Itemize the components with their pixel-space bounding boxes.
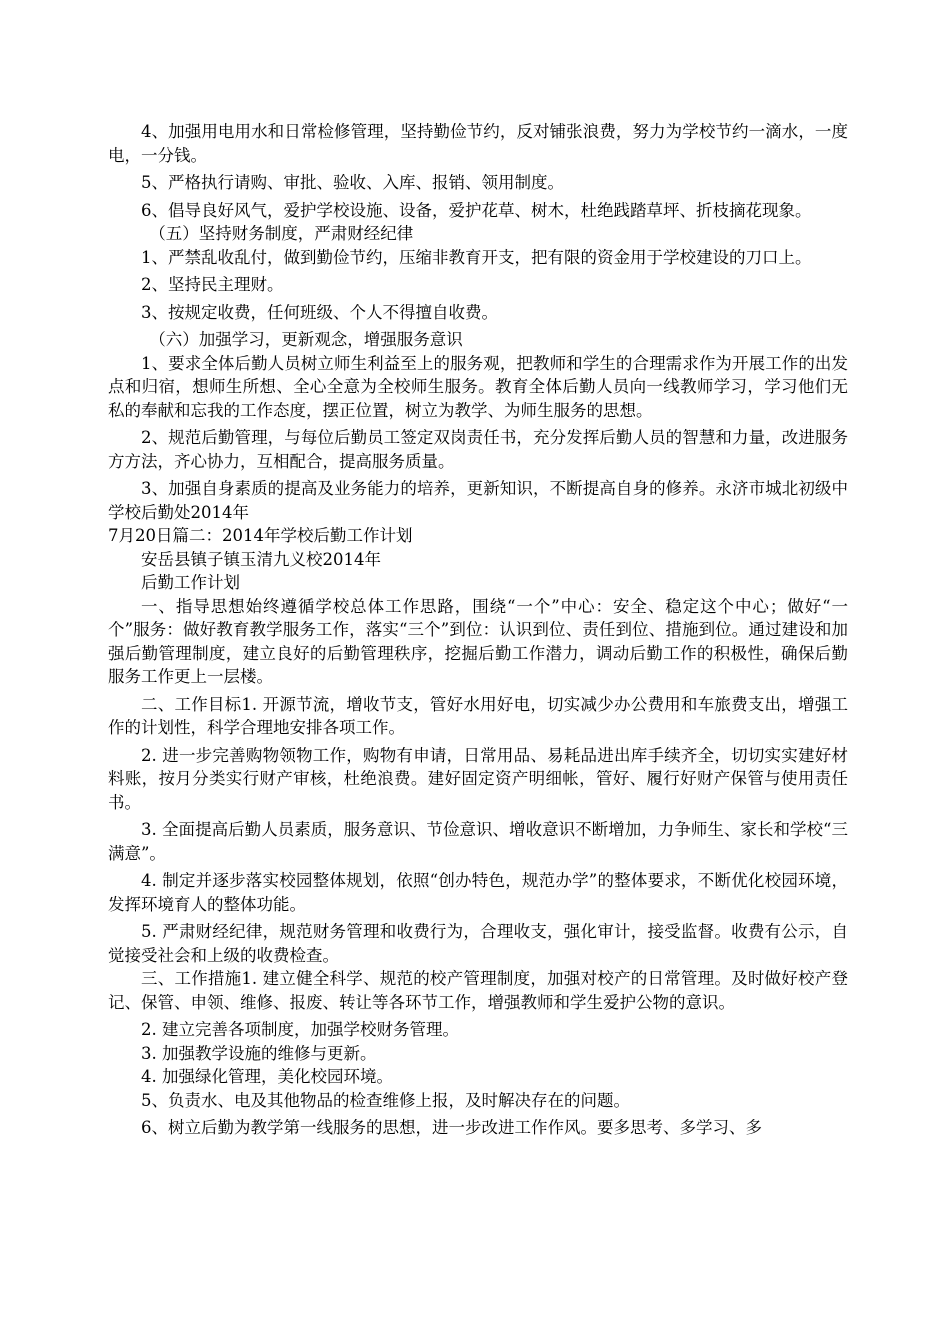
document-school-name: 安岳县镇子镇玉清九义校2014年 [141, 549, 381, 569]
paragraph-measure-1: 三、工作措施1. 建立健全科学、规范的校产管理制度，加强对校产的日常管理。及时做好校产登记、保管、申领、维修、报废、转让等各环节工作，增强教师和学生爱护公物的意识。 [108, 969, 848, 1012]
paragraph-measure-2: 2. 建立完善各项制度，加强学校财务管理。 [141, 1020, 459, 1039]
section-heading-finance: （五）坚持财务制度，严肃财经纪律 [149, 224, 414, 243]
paragraph-finance-2: 2、坚持民主理财。 [141, 275, 284, 294]
paragraph-goal-1: 二、工作目标1. 开源节流，增收节支，管好水用好电，切实减少办公费用和车旅费支出，增强工作的计划性，科学合理地安排各项工作。 [108, 694, 848, 737]
paragraph-measure-4: 4. 加强绿化管理，美化校园环境。 [141, 1067, 393, 1086]
document-page [108, 120, 848, 1140]
paragraph-study-1: 1、要求全体后勤人员树立师生利益至上的服务观，把教师和学生的合理需求作为开展工作的出发点和归宿，想师生所想、全心全意为全校师生服务。教育全体后勤人员向一线教师学习，学习他们无私的奉献和忘我的工作态度，摆正位置，树立为教学、为师生服务的思想。 [108, 353, 848, 420]
paragraph-finance-3: 3、按规定收费，任何班级、个人不得擅自收费。 [141, 302, 498, 322]
document-title: 后勤工作计划 [141, 573, 240, 592]
paragraph-goal-5: 5. 严肃财经纪律，规范财务管理和收费行为，合理收支，强化审计，接受监督。收费有公示，自觉接受社会和上级的收费检查。 [108, 922, 848, 965]
paragraph-study-2: 2、规范后勤管理，与每位后勤员工签定双岗责任书，充分发挥后勤人员的智慧和力量，改进服务方方法，齐心协力，互相配合，提高服务质量。 [108, 428, 848, 471]
section-heading-study: （六）加强学习，更新观念，增强服务意识 [149, 330, 463, 349]
paragraph-finance-1: 1、严禁乱收乱付，做到勤俭节约，压缩非教育开支，把有限的资金用于学校建设的刀口上。 [141, 247, 812, 267]
paragraph-study-3: 3、加强自身素质的提高及业务能力的培养，更新知识，不断提高自身的修养。永济市城北初级中学校后勤处2014年 [108, 479, 848, 522]
paragraph-measure-6: 6、树立后勤为教学第一线服务的思想，进一步改进工作作风。要多思考、多学习、多 [141, 1118, 762, 1137]
paragraph-item-6-campus-care: 6、倡导良好风气，爱护学校设施、设备，爱护花草、树木，杜绝践踏草坪、折枝摘花现象。 [141, 200, 812, 220]
paragraph-goal-2: 2. 进一步完善购物领物工作，购物有申请，日常用品、易耗品进出库手续齐全，切切实实建好材料账，按月分类实行财产审核，杜绝浪费。建好固定资产明细帐，管好、履行好财产保管与使用责任书。 [108, 745, 848, 812]
paragraph-measure-3: 3. 加强教学设施的维修与更新。 [141, 1043, 377, 1063]
paragraph-goal-3: 3. 全面提高后勤人员素质，服务意识、节俭意识、增收意识不断增加，力争师生、家长和学校“三满意”。 [108, 820, 848, 863]
paragraph-goal-4: 4. 制定并逐步落实校园整体规划，依照“创办特色，规范办学”的整体要求，不断优化校园环境，发挥环境育人的整体功能。 [108, 871, 848, 914]
paragraph-date-and-title: 7月20日篇二：2014年学校后勤工作计划 [108, 526, 413, 545]
paragraph-measure-5: 5、负责水、电及其他物品的检查维修上报，及时解决存在的问题。 [141, 1090, 630, 1110]
paragraph-item-4-utilities: 4、加强用电用水和日常检修管理，坚持勤俭节约，反对铺张浪费，努力为学校节约一滴水，一度电，一分钱。 [108, 122, 848, 165]
paragraph-guiding-ideology: 一、指导思想始终遵循学校总体工作思路，围绕“一个”中心：安全、稳定这个中心；做好“一个”服务：做好教育教学服务工作，落实“三个”到位：认识到位、责任到位、措施到位。通过建设和加强后勤管理制度，建立良好的后勤管理秩序，挖掘后勤工作潜力，调动后勤工作的积极性，确保后勤服务工作更上一层楼。 [108, 596, 848, 686]
paragraph-item-5-procurement: 5、严格执行请购、审批、验收、入库、报销、领用制度。 [141, 173, 564, 192]
